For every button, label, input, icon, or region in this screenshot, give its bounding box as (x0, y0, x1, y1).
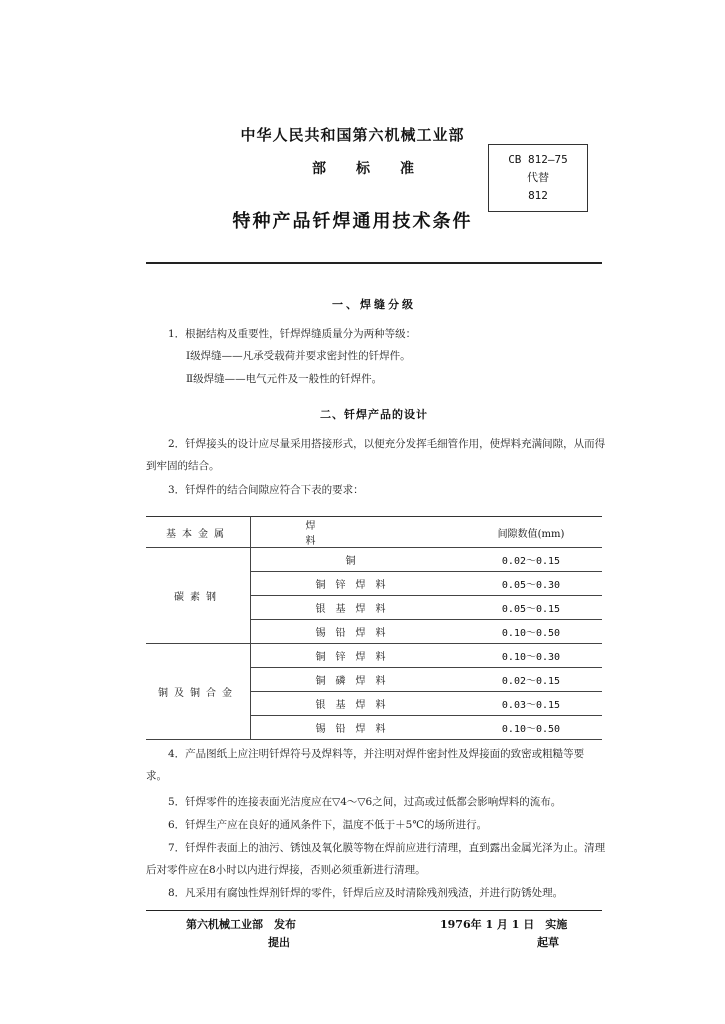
paragraph-4-line1: 4．产品图纸上应注明钎焊符号及焊料等，并注明对焊件密封性及焊接面的致密或粗糙等要 (168, 748, 585, 760)
paragraph-2-line2: 到牢固的结合。 (146, 460, 220, 472)
bottom-divider (146, 910, 602, 911)
header-gap: 间隙数值(mm) (460, 517, 602, 548)
paragraph-5: 5．钎焊零件的连接表面光洁度应在▽4～▽6之间，过高或过低都会影响焊料的流布。 (168, 796, 562, 808)
paragraph-4-line2: 求。 (146, 770, 167, 782)
standard-type: 部标准 (312, 161, 444, 177)
solder-cell: 银基焊料 (251, 692, 461, 716)
solder-cell: 锡铅焊料 (251, 620, 461, 644)
gap-cell: 0.05～0.30 (460, 572, 602, 596)
section-2-heading: 二、钎焊产品的设计 (320, 408, 428, 421)
paragraph-7-line2: 后对零件应在8小时以内进行焊接，否则必须重新进行清理。 (146, 864, 426, 876)
paragraph-1: 1．根据结构及重要性，钎焊焊缝质量分为两种等级： (168, 328, 417, 340)
table-row (146, 644, 602, 668)
gap-cell: 0.10～0.30 (460, 644, 602, 668)
standard-code: CB 812—75 (508, 153, 568, 166)
table-row (146, 548, 602, 572)
section-1-heading: 一、焊缝分级 (332, 298, 416, 311)
paragraph-8: 8．凡采用有腐蚀性焊剂钎焊的零件，钎焊后应及时清除残剂残渣，并进行防锈处理。 (168, 887, 564, 899)
solder-cell: 锡铅焊料 (251, 716, 461, 740)
paragraph-3: 3．钎焊件的结合间隙应符合下表的要求： (168, 484, 364, 496)
standard-code-box (488, 144, 588, 212)
paragraph-6: 6．钎焊生产应在良好的通风条件下，温度不低于＋5℃的场所进行。 (168, 819, 488, 831)
solder-cell: 铜锌焊料 (251, 644, 461, 668)
gap-cell: 0.02～0.15 (460, 668, 602, 692)
replace-code: 812 (528, 189, 548, 202)
issuing-organization: 中华人民共和国第六机械工业部 (240, 126, 465, 144)
solder-cell: 铜磷焊料 (251, 668, 461, 692)
footer-issuer: 第六机械工业部 发布 (186, 918, 296, 931)
paragraph-7-line1: 7．钎焊件表面上的油污、锈蚀及氧化膜等物在焊前应进行清理，直到露出金属光泽为止。清理 (168, 842, 606, 854)
gap-cell: 0.05～0.15 (460, 596, 602, 620)
gap-cell: 0.10～0.50 (460, 620, 602, 644)
header-solder: 焊料 (251, 517, 461, 548)
solder-cell: 银基焊料 (251, 596, 461, 620)
document-title: 特种产品钎焊通用技术条件 (232, 211, 473, 232)
table-header-row (146, 517, 602, 548)
gap-cell: 0.10～0.50 (460, 716, 602, 740)
paragraph-2-line1: 2．钎焊接头的设计应尽量采用搭接形式，以便充分发挥毛细管作用，使焊料充满间隙，从而得 (168, 438, 606, 450)
header-base-metal: 基本金属 (146, 517, 251, 548)
footer-proposer: 提出 (268, 936, 290, 949)
grade-2-definition: Ⅱ级焊缝——电气元件及一般性的钎焊件。 (186, 373, 383, 385)
gap-requirements-table (146, 516, 602, 740)
gap-cell: 0.03～0.15 (460, 692, 602, 716)
grade-1-definition: Ⅰ级焊缝——凡承受载荷并要求密封性的钎焊件。 (186, 350, 411, 362)
top-divider (146, 262, 602, 264)
solder-cell: 铜锌焊料 (251, 572, 461, 596)
footer-drafter: 起草 (537, 936, 559, 949)
replace-label: 代替 (527, 171, 549, 184)
gap-cell: 0.02～0.15 (460, 548, 602, 572)
footer-effective-date: 1976年 1 月 1 日 实施 (440, 918, 568, 931)
base-metal-cell: 碳素钢 (146, 548, 251, 644)
solder-cell: 铜 (251, 548, 461, 572)
base-metal-cell: 铜及铜合金 (146, 644, 251, 740)
